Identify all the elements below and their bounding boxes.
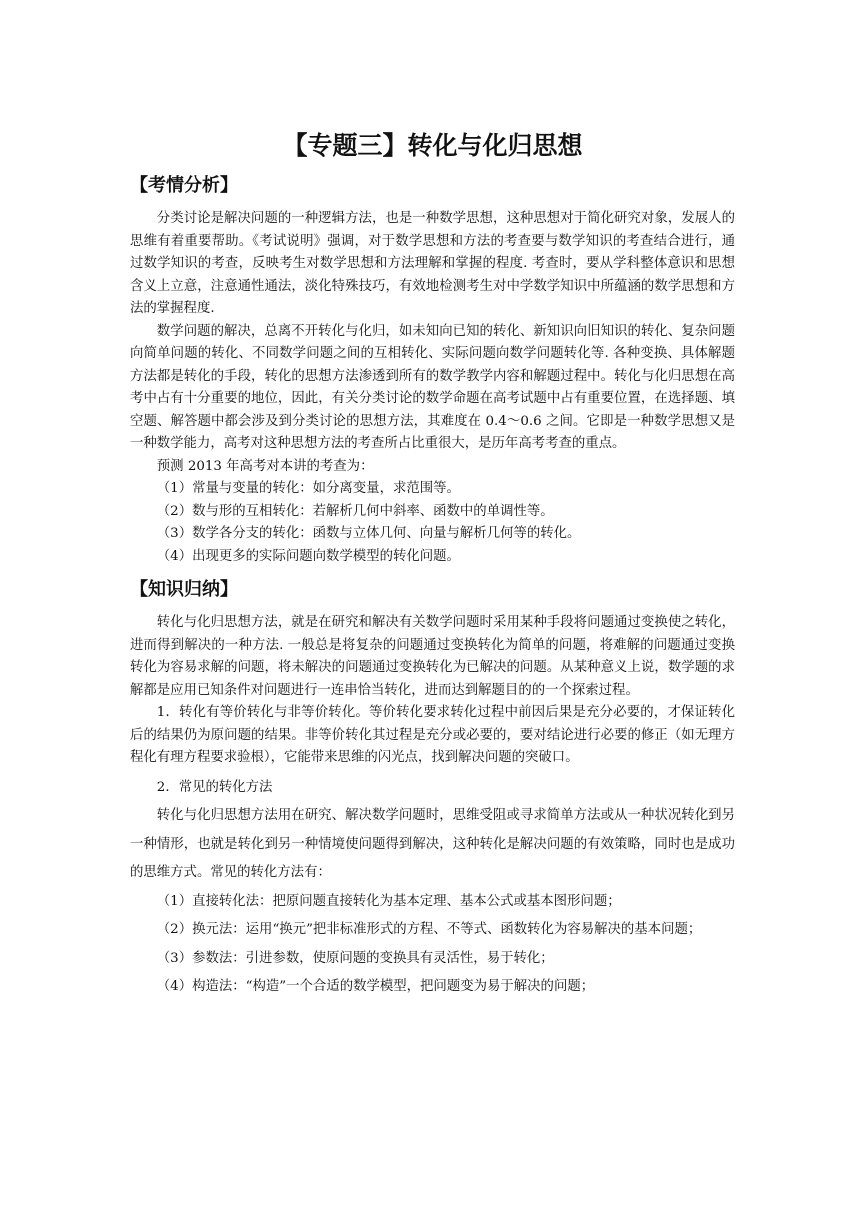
list-item: （1）直接转化法：把原问题直接转化为基本定理、基本公式或基本图形问题； [156, 893, 621, 909]
paragraph: 分类讨论是解决问题的一种逻辑方法，也是一种数学思想，这种思想对于简化研究对象，发展人的思维有着重要帮助。《考试说明》强调，对于数学思想和方法的考查要与数学知识的考查结合进行，通过数学知识的考查，反映考生对数学思想和方法理解和掌握的程度. 考查时，要从学科整体意识和思想含义上立意，注意通性通法，淡化特殊技巧，有效地检测考生对中学数学知识中所蕴涵的数学思想和方法的掌握程度. [130, 211, 735, 316]
list-item: （3）参数法：引进参数，使原问题的变换具有灵活性，易于转化； [156, 950, 554, 966]
section-heading-knowledge-summary: 【知识归纳】 [130, 579, 238, 600]
paragraph: 数学问题的解决，总离不开转化与化归，如未知向已知的转化、新知识向旧知识的转化、复杂问题向简单问题的转化、不同数学问题之间的互相转化、实际问题向数学问题转化等. 各种变换、具体解题方法都是转化的手段，转化的思想方法渗透到所有的数学教学内容和解题过程中。转化与化归思想在高考中占有十分重要的地位，因此，有关分类讨论的数学命题在高考试题中占有重要位置，在选择题、填空题、解答题中都会涉及到分类讨论的思想方法，其难度在 0.4～0.6 之间。它即是一种数学思想又是一种数学能力，高考对这种思想方法的考查所占比重很大，是历年高考考查的重点。 [130, 323, 735, 451]
paragraph: 转化与化归思想方法，就是在研究和解决有关数学问题时采用某种手段将问题通过变换使之转化，进而得到解决的一种方法. 一般总是将复杂的问题通过变换转化为简单的问题，将难解的问题通过变换转化为容易求解的问题，将未解决的问题通过变换转化为已解决的问题。从某种意义上说，数学题的求解都是应用已知条件对问题进行一连串恰当转化，进而达到解题目的的一个探索过程。 [130, 615, 735, 698]
list-item: （4）出现更多的实际问题向数学模型的转化问题。 [156, 548, 460, 564]
list-item: （2）数与形的互相转化：若解析几何中斜率、函数中的单调性等。 [156, 503, 554, 519]
paragraph: 2．常见的转化方法 [156, 779, 273, 795]
paragraph: 预测 2013 年高考对本讲的考查为： [156, 458, 374, 474]
document-page [130, 128, 735, 1002]
list-item: （3）数学各分支的转化：函数与立体几何、向量与解析几何等的转化。 [156, 526, 581, 541]
conversion-methods-block [130, 774, 735, 1002]
section-heading-exam-analysis: 【考情分析】 [130, 175, 238, 196]
paragraph: 转化与化归思想方法用在研究、解决数学问题时，思维受阻或寻求简单方法或从一种状况转化到另一种情形，也就是转化到另一种情境使问题得到解决，这种转化是解决问题的有效策略，同时也是成功的思维方式。常见的转化方法有： [130, 808, 735, 880]
list-item: （2）换元法：运用“换元”把非标准形式的方程、不等式、函数转化为容易解决的基本问题； [156, 922, 702, 937]
section-knowledge-summary [130, 576, 735, 1002]
list-item: （4）构造法：“构造”一个合适的数学模型，把问题变为易于解决的问题； [156, 979, 595, 994]
paragraph: 1．转化有等价转化与非等价转化。等价转化要求转化过程中前因后果是充分必要的，才保证转化后的结果仍为原问题的结果。非等价转化其过程是充分或必要的，要对结论进行必要的修正（如无理方程化有理方程要求验根），它能带来思维的闪光点，找到解决问题的突破口。 [130, 705, 735, 765]
section-exam-analysis [130, 172, 735, 568]
page-title: 【专题三】转化与化归思想 [282, 131, 583, 160]
list-item: （1）常量与变量的转化：如分离变量，求范围等。 [156, 481, 460, 496]
